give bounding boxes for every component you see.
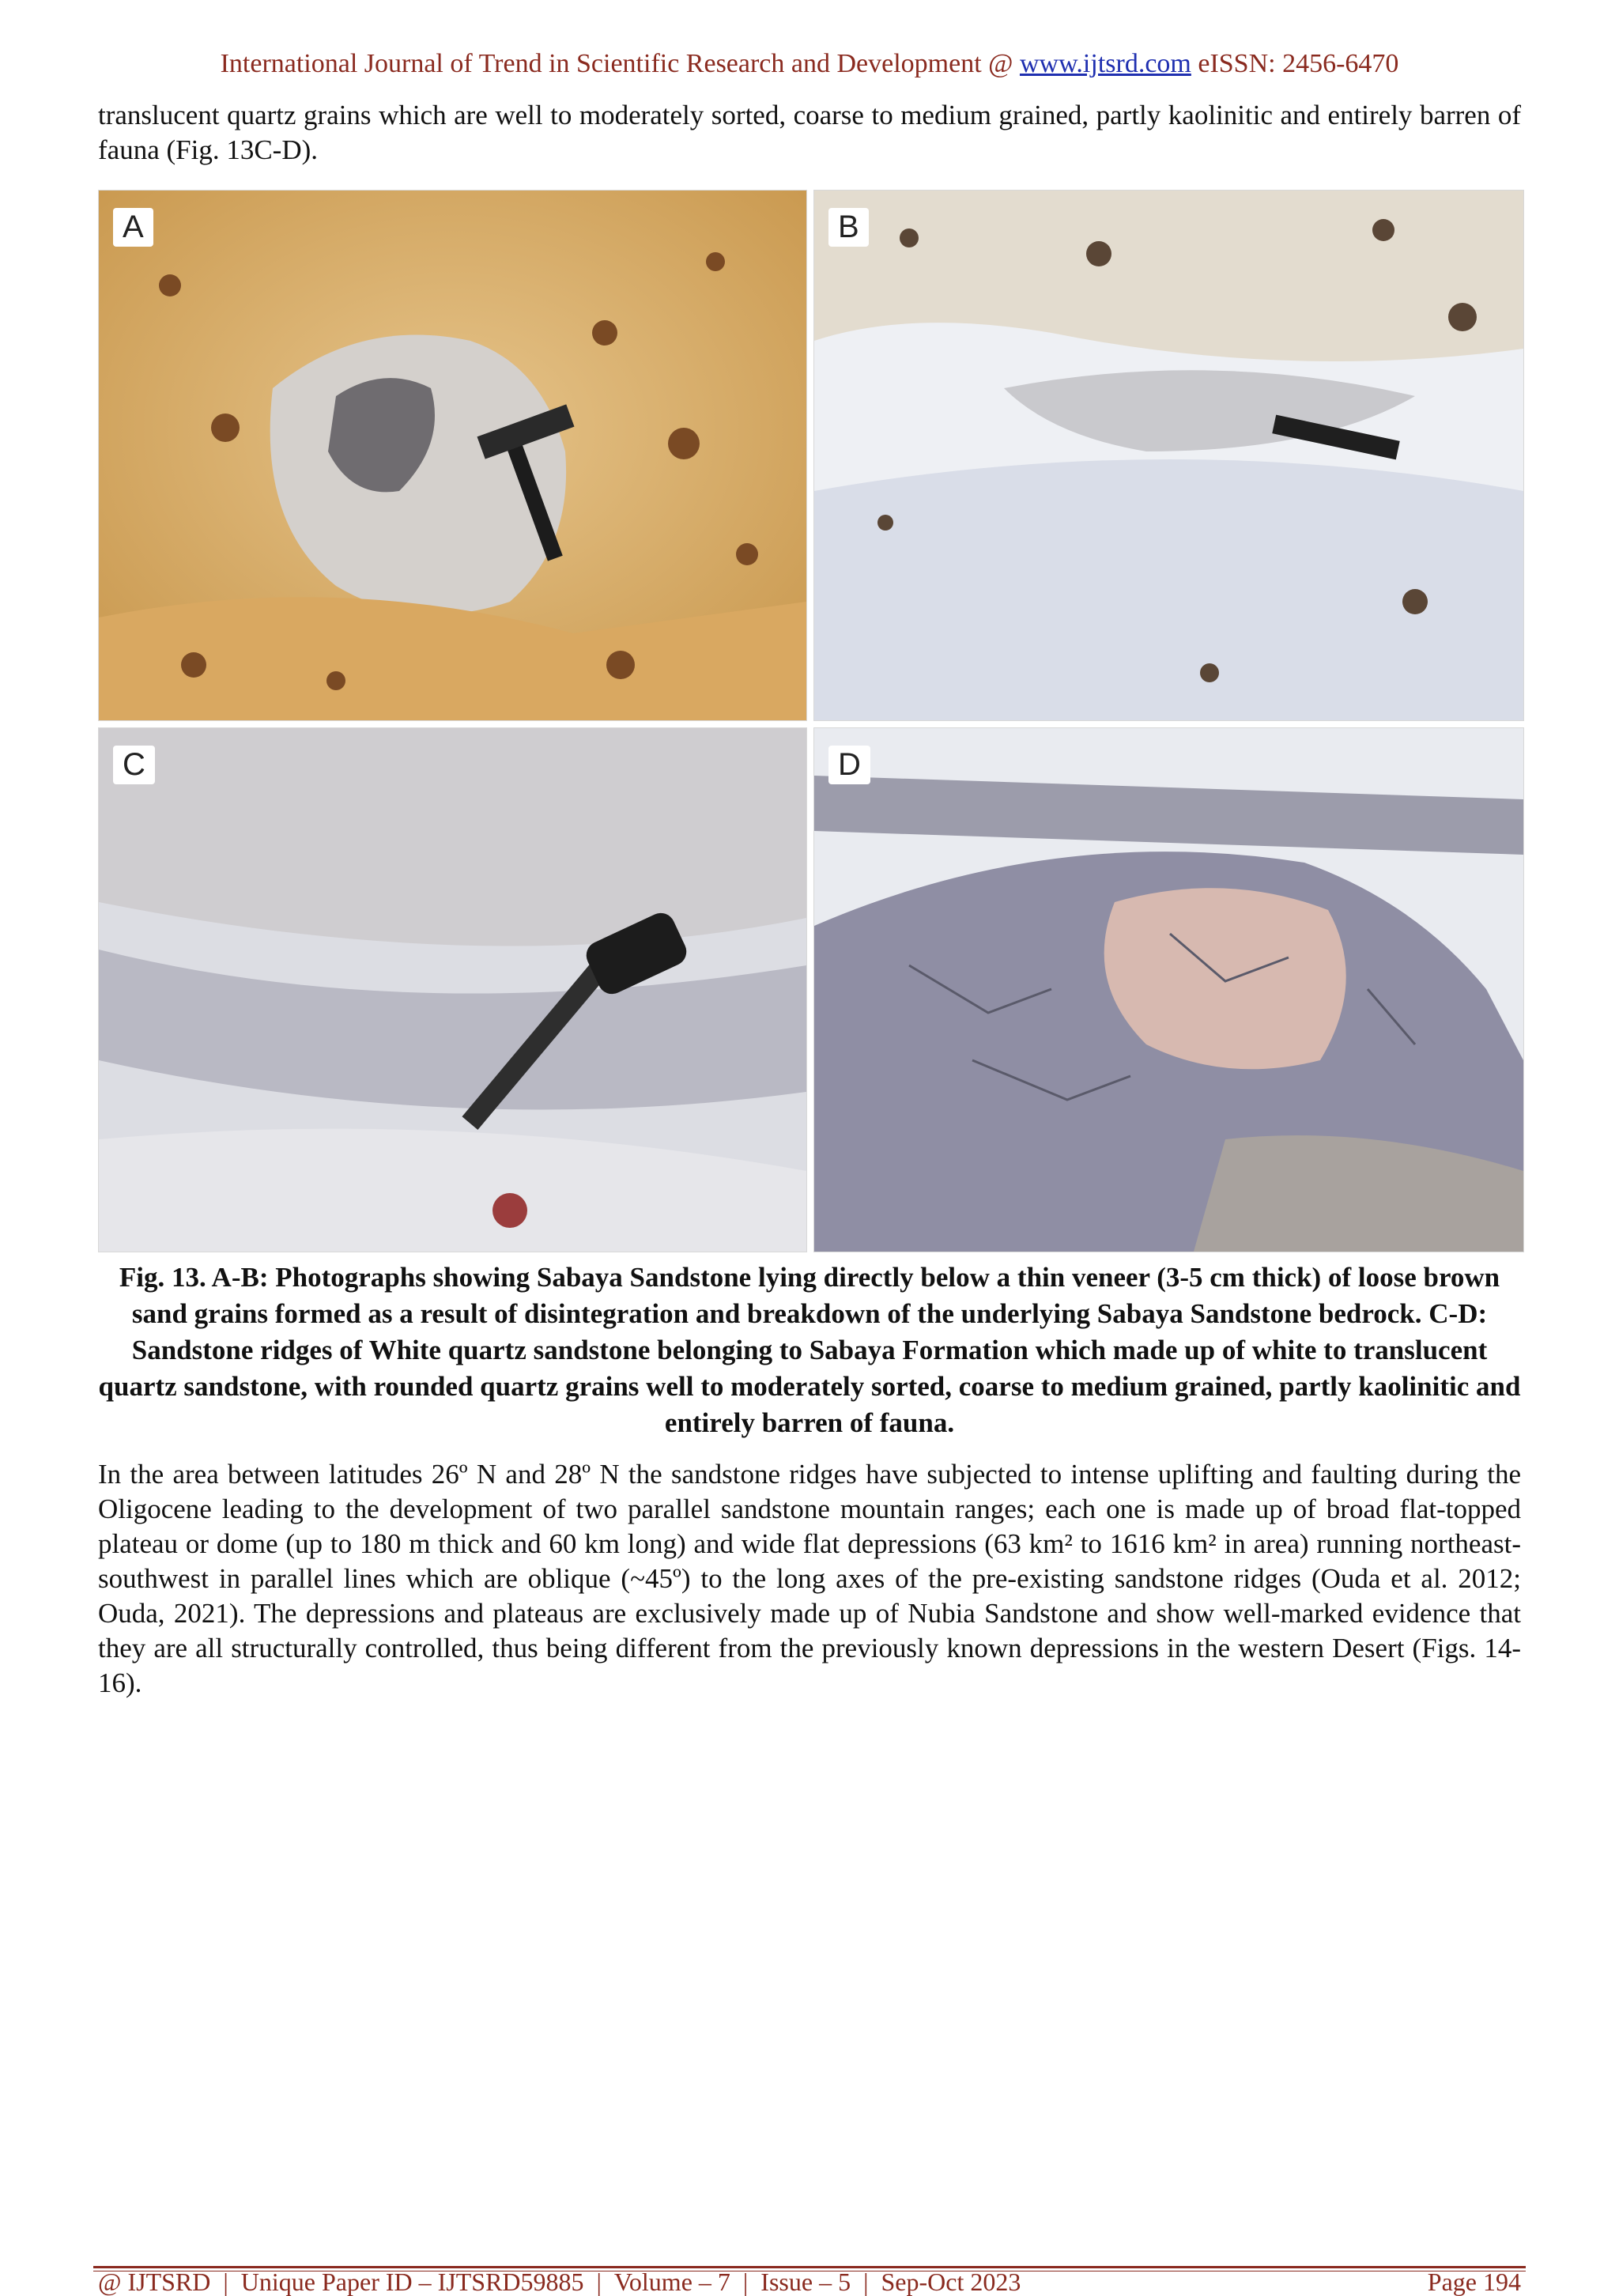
running-header (0, 49, 1619, 79)
footer-separator: | (863, 2268, 869, 2296)
photo-d-image (814, 728, 1523, 1252)
panel-label-d: D (828, 746, 870, 784)
footer-journal: @ IJTSRD (98, 2268, 211, 2296)
photo-panel-c (98, 727, 807, 1252)
panel-label-a: A (113, 208, 153, 247)
journal-url-link[interactable]: www.ijtsrd.com (1019, 49, 1191, 78)
photo-panel-a (98, 190, 807, 721)
photo-a-image (99, 191, 806, 720)
photo-c-image (99, 728, 806, 1252)
figure-13 (98, 190, 1523, 1251)
journal-issn: eISSN: 2456-6470 (1191, 49, 1399, 78)
continuation-paragraph: translucent quartz grains which are well to moderately sorted, coarse to medium grained, partly kaolinitic and entirely barren of fauna (Fig. 13C-D). (98, 100, 1521, 165)
footer-separator: | (742, 2268, 749, 2296)
panel-label-b: B (828, 208, 869, 247)
journal-name: International Journal of Trend in Scientific Research and Development @ (220, 49, 1020, 78)
body-paragraph: In the area between latitudes 26º N and 28º N the sandstone ridges have subjected to intense uplifting and faulting during the Oligocene leading to the development of two parallel sandstone mountain ranges; each one is made up of broad flat-topped plateau or dome (up to 180 m thick and 60 km long) and wide flat depressions (63 km² to 1616 km² in area) running northeast-southwest in parallel lines which are oblique (~45º) to the long axes of the pre-existing sandstone ridges (Ouda et al. 2012; Ouda, 2021). The depressions and plateaus are exclusively made up of Nubia Sandstone and show well-marked evidence that they are all structurally controlled, thus being different from the previously known depressions in the western Desert (Figs. 14-16). (98, 1459, 1521, 1698)
footer-paper-id: Unique Paper ID – IJTSRD59885 (240, 2268, 584, 2296)
footer-issue: Issue – 5 (760, 2268, 851, 2296)
footer-date: Sep-Oct 2023 (881, 2268, 1021, 2296)
footer-volume: Volume – 7 (613, 2268, 730, 2296)
running-footer (98, 2268, 1521, 2296)
photo-b-image (814, 191, 1523, 720)
footer-page-number: Page 194 (1427, 2268, 1521, 2296)
photo-panel-d (813, 727, 1524, 1252)
footer-left (98, 2268, 1021, 2296)
panel-label-c: C (113, 746, 155, 784)
footer-separator: | (596, 2268, 602, 2296)
figure-caption: Fig. 13. A-B: Photographs showing Sabaya Sandstone lying directly below a thin veneer (3-5 cm thick) of loose brown sand grains formed as a result of disintegration and breakdown of the underlying Sabaya Sandstone bedrock. C-D: Sandstone ridges of White quartz sandstone belonging to Sabaya Formation which made up of white to translucent quartz sandstone, with rounded quartz grains well to moderately sorted, coarse to medium grained, partly kaolinitic and entirely barren of fauna. (98, 1262, 1521, 1438)
photo-panel-b (813, 190, 1524, 721)
footer-separator: | (223, 2268, 228, 2296)
